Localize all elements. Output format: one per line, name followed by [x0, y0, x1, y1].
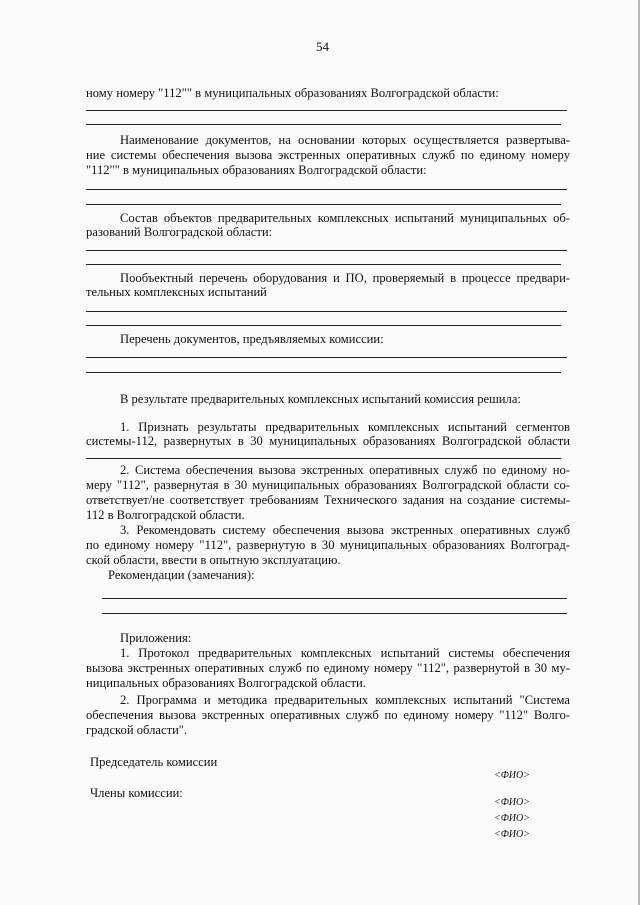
text-line: 112 в Волгоградской области.	[86, 508, 245, 522]
text-line: Перечень документов, предъявляемых комиссии:	[120, 332, 384, 346]
blank-line	[86, 189, 567, 190]
text-line: Приложения:	[120, 631, 192, 645]
text-line: ному номеру "112"" в муниципальных образованиях Волгоградской области:	[86, 86, 499, 100]
text-line: Рекомендации (замечания):	[108, 568, 255, 582]
text-line: тельных комплексных испытаний	[86, 285, 267, 299]
members-label: Члены комиссии:	[90, 786, 183, 800]
blank-line	[86, 204, 561, 205]
text-line: 1. Протокол предварительных комплексных испытаний системы обеспечения	[120, 646, 570, 660]
chair-label: Председатель комиссии	[90, 755, 218, 769]
text-line: вызова экстренных оперативных служб по единому номеру "112", развернутой в 30 му-	[86, 661, 570, 675]
blank-line	[102, 598, 567, 599]
text-line: "112"" в муниципальных образованиях Волгоградской области:	[86, 163, 427, 177]
member-signature: <ФИО>	[494, 829, 530, 840]
blank-line	[86, 311, 567, 312]
text-line: 2. Система обеспечения вызова экстренных оперативных служб по единому но-	[120, 463, 570, 477]
text-line: разований Волгоградской области:	[86, 225, 273, 239]
text-line: меру "112", развернутая в 30 муниципальных образованиях Волгоградской области со-	[86, 478, 570, 492]
chair-signature: <ФИО>	[494, 770, 530, 781]
text-line: ниципальных образованиях Волгоградской области.	[86, 676, 366, 690]
text-line: Наименование документов, на основании которых осуществляется развертыва-	[120, 133, 570, 147]
text-line: обеспечения вызова экстренных оперативных служб по единому номеру "112" Волго-	[86, 708, 570, 722]
member-signature: <ФИО>	[494, 813, 530, 824]
text-line: В результате предварительных комплексных испытаний комиссия решила:	[120, 392, 521, 406]
blank-line	[86, 250, 567, 251]
blank-line	[86, 357, 567, 358]
text-line: Состав объектов предварительных комплексных испытаний муниципальных об-	[120, 211, 570, 225]
text-line: системы-112, развернутых в 30 муниципальных образованиях Волгоградской области	[86, 434, 570, 448]
blank-line	[86, 372, 561, 373]
member-signature: <ФИО>	[494, 797, 530, 808]
text-line: 1. Признать результаты предварительных комплексных испытаний сегментов	[120, 420, 570, 434]
text-line: градской области".	[86, 723, 188, 737]
page-number: 54	[316, 39, 329, 54]
blank-line	[86, 458, 561, 459]
text-line: по единому номеру "112", развернутую в 30 муниципальных образованиях Волгоград-	[86, 538, 570, 552]
text-line: ответствует/не соответствует требованиям Технического задания на создание системы-	[86, 493, 570, 507]
blank-line	[102, 613, 567, 614]
text-line: Пообъектный перечень оборудования и ПО, проверяемый в процессе предвари-	[120, 271, 570, 285]
text-line: ской области, ввести в опытную эксплуатацию.	[86, 553, 341, 567]
text-line: 2. Программа и методика предварительных комплексных испытаний "Система	[120, 693, 570, 707]
blank-line	[86, 325, 561, 326]
text-line: ние системы обеспечения вызова экстренных оперативных служб по единому номеру	[86, 148, 570, 162]
blank-line	[86, 110, 567, 111]
blank-line	[86, 124, 561, 125]
text-line: 3. Рекомендовать систему обеспечения вызова экстренных оперативных служб	[120, 523, 570, 537]
blank-line	[86, 264, 561, 265]
